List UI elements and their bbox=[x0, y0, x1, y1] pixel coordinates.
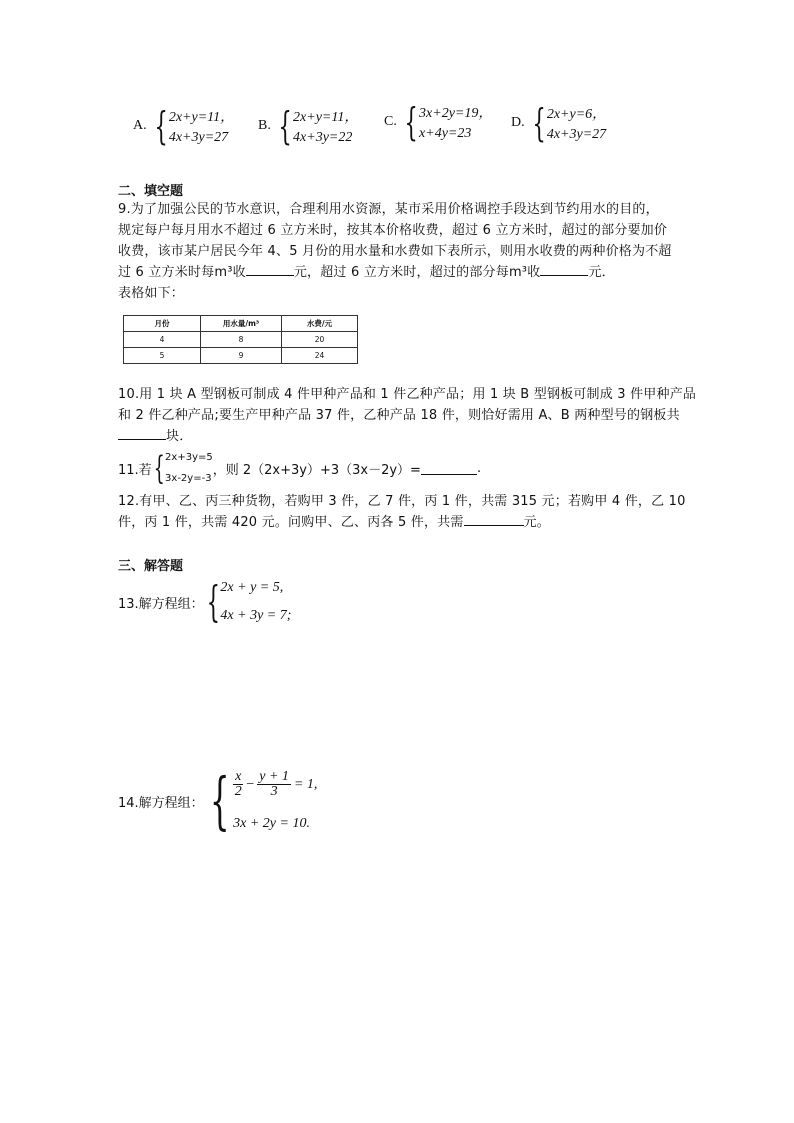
table-header-row bbox=[124, 316, 358, 332]
q10-line: 10.用 1 块 A 型钢板可制成 4 件甲种产品和 1 件乙种产品；用 1 块 B 型钢板可制成 3 件甲种产品 bbox=[118, 387, 697, 402]
option-label: A. bbox=[133, 118, 147, 133]
q11-prefix: 11.若 bbox=[118, 462, 152, 478]
numerator: y + 1 bbox=[259, 769, 289, 784]
equation-system bbox=[233, 770, 317, 832]
option-label: C. bbox=[384, 114, 397, 129]
question-9 bbox=[118, 199, 703, 304]
q10-line: 和 2 件乙种产品;要生产甲种产品 37 件，乙种产品 18 件，则恰好需用 A、B 两种型号的钢板共 bbox=[118, 408, 680, 423]
option-label: B. bbox=[258, 118, 271, 133]
section-heading-fill-in: 二、填空题 bbox=[118, 184, 184, 199]
question-13 bbox=[118, 577, 292, 626]
table-cell: 24 bbox=[282, 348, 358, 364]
table-header: 水费/元 bbox=[282, 316, 358, 332]
table-row bbox=[124, 348, 358, 364]
left-brace: { bbox=[209, 764, 230, 837]
question-14 bbox=[118, 764, 318, 837]
fraction bbox=[233, 770, 243, 799]
equation: 3x+2y=19， bbox=[419, 106, 493, 121]
equation: 3x-2y=-3 bbox=[165, 473, 212, 484]
q10-line bbox=[118, 426, 703, 447]
q12-line bbox=[118, 512, 703, 533]
equation: 3x + 2y = 10. bbox=[233, 816, 310, 831]
equation: 2x+y=11， bbox=[168, 110, 235, 125]
table-header: 用水量/m³ bbox=[201, 316, 282, 332]
answer-blank[interactable] bbox=[118, 427, 166, 440]
left-brace: { bbox=[154, 104, 168, 148]
q9-line bbox=[118, 262, 703, 283]
equation: 4x+3y=27 bbox=[168, 130, 229, 145]
question-10 bbox=[118, 384, 703, 447]
equation: 4x+3y=22 bbox=[293, 130, 353, 145]
equation-rhs: = 1, bbox=[293, 776, 318, 792]
question-11 bbox=[118, 449, 482, 487]
option-a bbox=[133, 106, 234, 146]
q9-line: 9.为了加强公民的节水意识，合理利用水资源，某市采用价格调控手段达到节约用水的目的， bbox=[118, 202, 659, 217]
table-cell: 8 bbox=[201, 332, 282, 348]
minus-sign: − bbox=[246, 776, 255, 792]
numerator: x bbox=[235, 769, 242, 784]
answer-blank[interactable] bbox=[540, 263, 588, 276]
left-brace: { bbox=[153, 449, 165, 487]
question-12 bbox=[118, 491, 703, 533]
option-b bbox=[258, 106, 358, 146]
equation-system bbox=[220, 580, 291, 624]
q12-text: 元。 bbox=[523, 515, 550, 530]
table-cell: 9 bbox=[201, 348, 282, 364]
q13-prefix: 13.解方程组： bbox=[118, 596, 204, 612]
denominator: 2 bbox=[234, 784, 242, 799]
equation bbox=[233, 770, 317, 799]
equation: x+4y=23 bbox=[419, 126, 472, 141]
equation-system bbox=[547, 103, 606, 143]
q9-text: 过 6 立方米时每m³收 bbox=[118, 265, 246, 280]
table-header: 月份 bbox=[124, 316, 201, 332]
q9-text: 元． bbox=[588, 265, 615, 280]
water-fee-table bbox=[123, 315, 358, 364]
q9-line: 收费，该市某户居民今年 4、5 月份的用水量和水费如下表所示，则用水收费的两种价格为不超 bbox=[118, 244, 672, 259]
equation-system bbox=[293, 106, 358, 146]
q11-text: ，则 2（2x+3y）+3（3x－2y）= bbox=[212, 462, 421, 478]
table-row bbox=[124, 332, 358, 348]
q10-text: 块． bbox=[166, 429, 193, 444]
table-cell: 5 bbox=[124, 348, 201, 364]
equation-system bbox=[419, 102, 492, 142]
left-brace: { bbox=[532, 101, 546, 145]
equation: 2x+y=11， bbox=[293, 110, 359, 125]
q11-suffix: . bbox=[476, 460, 482, 476]
option-label: D. bbox=[511, 115, 525, 130]
q14-prefix: 14.解方程组： bbox=[118, 795, 204, 811]
option-c bbox=[384, 102, 492, 142]
answer-blank[interactable] bbox=[464, 513, 524, 526]
left-brace: { bbox=[278, 104, 292, 148]
left-brace: { bbox=[206, 577, 220, 626]
table-cell: 4 bbox=[124, 332, 201, 348]
section-heading-solve: 三、解答题 bbox=[118, 559, 184, 574]
equation: 4x+3y=27 bbox=[546, 127, 607, 142]
option-d bbox=[511, 103, 606, 143]
table-intro: 表格如下： bbox=[118, 286, 185, 301]
equation: 4x + 3y = 7; bbox=[220, 608, 292, 623]
left-brace: { bbox=[404, 100, 418, 144]
table-cell: 20 bbox=[282, 332, 358, 348]
answer-blank[interactable] bbox=[421, 462, 477, 475]
q12-line: 12.有甲、乙、丙三种货物，若购甲 3 件，乙 7 件，丙 1 件，共需 315 元；若购甲 4 件，乙 10 bbox=[118, 494, 686, 509]
q9-text: 元，超过 6 立方米时，超过的部分每m³收 bbox=[293, 265, 541, 280]
equation: 2x+3y=5 bbox=[165, 452, 213, 463]
answer-blank[interactable] bbox=[246, 263, 294, 276]
q12-text: 件，丙 1 件，共需 420 元。问购甲、乙、丙各 5 件，共需 bbox=[118, 515, 464, 530]
equation-system bbox=[165, 452, 213, 484]
fraction bbox=[257, 770, 291, 799]
equation: 2x + y = 5, bbox=[220, 580, 284, 595]
equation-system bbox=[169, 106, 234, 146]
equation: 2x+y=6， bbox=[546, 107, 607, 122]
q9-line: 规定每户每月用水不超过 6 立方米时，按其本价格收费，超过 6 立方米时，超过的部分要加价 bbox=[118, 223, 668, 238]
denominator: 3 bbox=[270, 784, 278, 799]
